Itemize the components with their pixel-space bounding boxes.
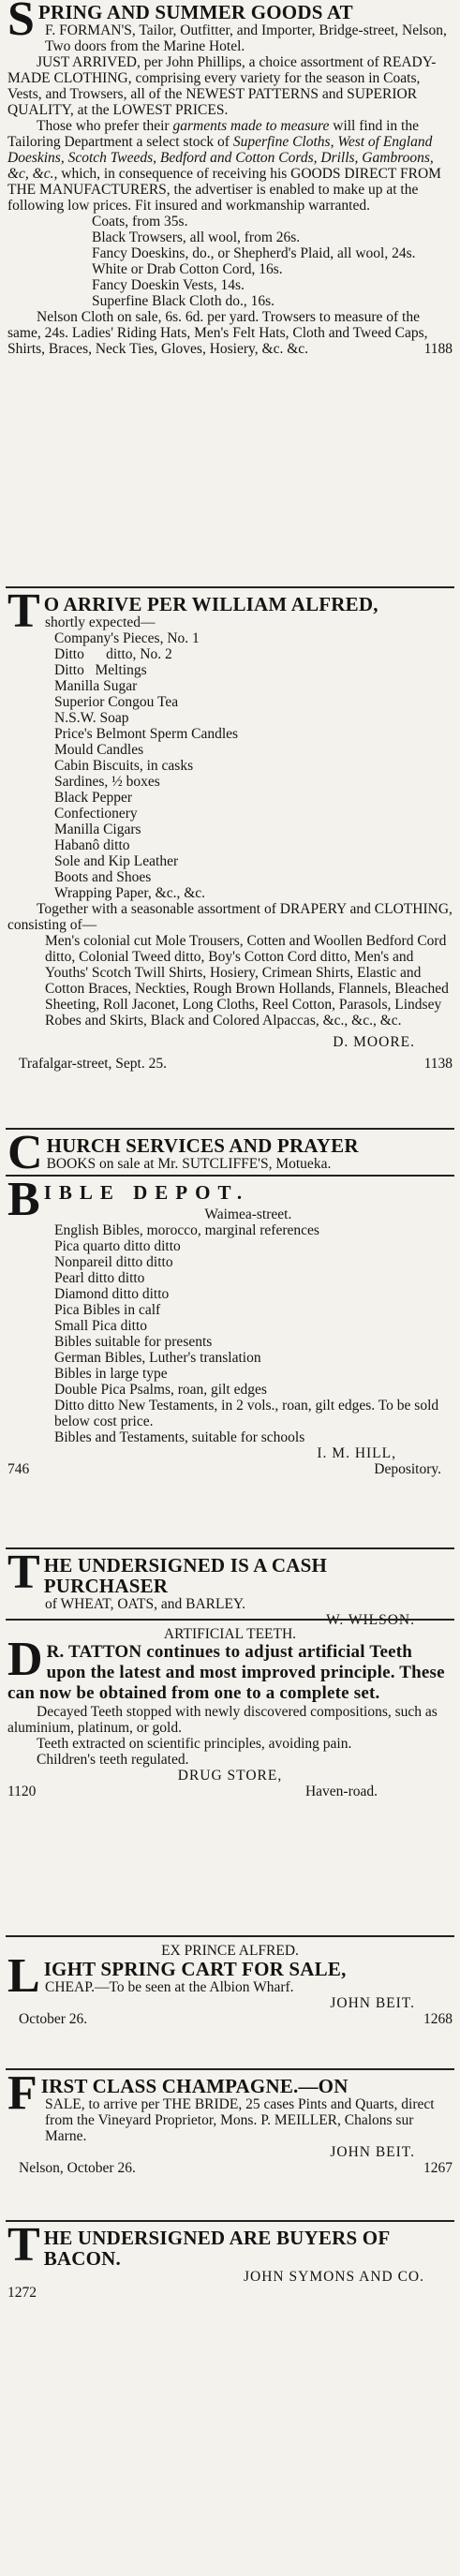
- ad-street: Waimea-street.: [204, 1207, 292, 1222]
- list-item: Pica quarto ditto ditto: [54, 1238, 181, 1254]
- ad-paragraph: Men's colonial cut Mole Trousers, Cotten and Woollen Bedford Cord ditto, Colonial Tweed ditto, Boy's Cotton Cord ditto, Men's and Youths' Scotch Twill Shirts, Hosiery, Crimean Shirts, Elastic and Cotton Braces, Neckties, Rough Brown Hollands, Flannels, Bleached Sheeting, Roll Jaconet, Long Cloths, Reel Cotton, Parasols, Lindsey Robes and Skirts, Black and Colored Alpaccas, &c., &c., &c.: [45, 933, 449, 1029]
- ad-date: Nelson, October 26.: [19, 2160, 136, 2176]
- ad-paragraph: SALE, to arrive per THE BRIDE, 25 cases Pints and Quarts, direct from the Vineyard Proprietor, Mons. P. MEILLER, Chalons sur Marne.: [45, 2096, 435, 2144]
- ad-label: ARTIFICIAL TEETH.: [163, 1626, 297, 1642]
- list-item: Ditto Meltings: [54, 662, 147, 678]
- list-item: Pearl ditto ditto: [54, 1270, 145, 1286]
- list-item: Wrapping Paper, &c., &c.: [54, 885, 206, 901]
- ad-address: Haven-road.: [304, 1784, 378, 1799]
- ad-headline: IBLE DEPOT.: [43, 1181, 250, 1204]
- drop-cap: D: [7, 1633, 43, 1686]
- list-item: Bibles suitable for presents: [54, 1334, 213, 1350]
- ad-number: 1138: [423, 1056, 453, 1072]
- ad-church-services: [0, 1126, 460, 1179]
- list-item: Fancy Doeskins, do., or Shepherd's Plaid, all wool, 24s.: [92, 245, 416, 261]
- list-item: Cabin Biscuits, in casks: [54, 758, 194, 774]
- ad-headline: PRING AND SUMMER GOODS AT: [37, 1, 353, 23]
- ad-artificial-teeth: [0, 1626, 460, 1799]
- ad-headline: R. TATTON continues to adjust artificial Teeth upon the latest and most improved principle. These can now be obtained from one to a complete set.: [7, 1642, 445, 1703]
- list-item: Boots and Shoes: [54, 869, 152, 885]
- ad-role: Depository.: [374, 1461, 441, 1477]
- list-item: Small Pica ditto: [54, 1318, 148, 1334]
- ad-bible-depot: [0, 1173, 460, 1477]
- list-item: Confectionery: [54, 806, 138, 822]
- ad-headline: O ARRIVE PER WILLIAM ALFRED,: [43, 593, 378, 615]
- ad-william-alfred: [0, 585, 460, 1072]
- list-item: Black Pepper: [54, 790, 133, 806]
- list-item: Pica Bibles in calf: [54, 1302, 161, 1318]
- column-rule: [6, 1619, 454, 1621]
- ad-number: 1272: [7, 2285, 37, 2301]
- ad-headline: HE UNDERSIGNED IS A CASH PURCHASER: [43, 1554, 328, 1597]
- ad-paragraph: Decayed Teeth stopped with newly discovered compositions, such as aluminium, platinum, or gold.: [7, 1704, 438, 1736]
- list-item: White or Drab Cotton Cord, 16s.: [92, 261, 283, 277]
- list-item: Fancy Doeskin Vests, 14s.: [92, 277, 245, 293]
- list-item: Sole and Kip Leather: [54, 853, 179, 869]
- price-list: [7, 214, 453, 309]
- drop-cap: C: [7, 1126, 43, 1179]
- ad-subline: shortly expected—: [45, 614, 156, 630]
- ad-place-date: Trafalgar-street, Sept. 25.: [19, 1056, 167, 1072]
- ad-paragraph: Children's teeth regulated.: [37, 1752, 189, 1768]
- ad-signature: JOHN SYMONS AND CO.: [244, 2269, 424, 2285]
- drop-cap: F: [7, 2066, 37, 2120]
- ad-paragraph: Together with a seasonable assortment of DRAPERY and CLOTHING, consisting of—: [7, 901, 453, 933]
- ad-intro: F. FORMAN'S, Tailor, Outfitter, and Importer, Bridge-street, Nelson, Two doors from the Marine Hotel.: [45, 22, 447, 54]
- list-item: Habanô ditto: [54, 837, 130, 853]
- drop-cap: T: [7, 2218, 40, 2272]
- column-rule: [6, 1935, 454, 1937]
- list-item: German Bibles, Luther's translation: [54, 1350, 261, 1366]
- list-item: English Bibles, morocco, marginal references: [54, 1222, 319, 1238]
- list-item: Price's Belmont Sperm Candles: [54, 726, 239, 742]
- column-rule: [6, 1547, 454, 1549]
- ad-number: 1267: [423, 2160, 453, 2176]
- drop-cap: T: [7, 1546, 40, 1599]
- goods-list: [7, 630, 453, 901]
- ad-number: 1120: [7, 1784, 37, 1799]
- ad-subline: BOOKS on sale at Mr. SUTCLIFFE'S, Motueka.: [46, 1156, 332, 1172]
- list-item: Ditto ditto New Testaments, in 2 vols., roan, gilt edges. To be sold below cost price.: [54, 1398, 439, 1429]
- drop-cap: L: [7, 1949, 40, 2003]
- bible-list: [7, 1222, 453, 1445]
- list-item: Superfine Black Cloth do., 16s.: [92, 293, 275, 309]
- ad-number: 746: [7, 1461, 30, 1477]
- ad-bacon-buyers: [0, 2218, 460, 2301]
- list-item: Ditto ditto, No. 2: [54, 646, 172, 662]
- drop-cap: S: [7, 0, 35, 46]
- ad-store: DRUG STORE,: [177, 1768, 283, 1784]
- ad-number: 1268: [423, 2011, 453, 2027]
- list-item: Company's Pieces, No. 1: [54, 630, 200, 646]
- list-item: Bibles in large type: [54, 1366, 168, 1382]
- ad-paragraph: JUST ARRIVED, per John Phillips, a choice assortment of READY-MADE CLOTHING, comprising every variety for the season in Coats, Vests, and Trowsers, all of the NEWEST PATTERNS and SUPERIOR QUALITY, at the LOWEST PRICES.: [7, 54, 437, 118]
- ad-headline: IGHT SPRING CART FOR SALE,: [43, 1958, 347, 1980]
- ad-date: October 26.: [19, 2011, 88, 2027]
- ad-champagne: [0, 2066, 460, 2176]
- ad-signature: W. WILSON.: [326, 1612, 415, 1628]
- ad-forman-spring-goods: [0, 2, 460, 357]
- ad-spring-cart: [0, 1943, 460, 2027]
- column-rule: [6, 586, 454, 588]
- ad-paragraph: Nelson Cloth on sale, 6s. 6d. per yard. Trowsers to measure of the same, 24s. Ladies' Riding Hats, Men's Felt Hats, Cloth and Tweed Caps, Shirts, Braces, Neck Ties, Gloves, Hosiery, &c. &c. 1188: [7, 309, 453, 357]
- column-rule: [6, 1128, 454, 1130]
- drop-cap: B: [7, 1173, 40, 1226]
- list-item: Sardines, ½ boxes: [54, 774, 160, 790]
- list-item: Nonpareil ditto ditto: [54, 1254, 173, 1270]
- column-rule: [6, 2220, 454, 2222]
- list-item: Bibles and Testaments, suitable for schools: [54, 1429, 305, 1445]
- ad-forman-body: [0, 2, 460, 357]
- ad-paragraph: Those who prefer their garments made to measure will find in the Tailoring Department a select stock of Superfine Cloths, West of England Doeskins, Scotch Tweeds, Bedford and Cotton Cords, Drills, Gambroons, &c, &c., which, in consequence of receiving his GOODS DIRECT FROM THE MANUFACTURERS, the advertiser is enabled to make up at the following low prices. Fit insured and workmanship warranted.: [7, 118, 441, 214]
- ad-headline: HURCH SERVICES AND PRAYER: [46, 1134, 359, 1157]
- ad-headline: IRST CLASS CHAMPAGNE.—ON: [40, 2075, 349, 2097]
- list-item: Manilla Sugar: [54, 678, 138, 694]
- ad-signature: I. M. HILL,: [317, 1445, 396, 1461]
- column-rule: [6, 2068, 454, 2070]
- ad-wilson-cash-purchaser: [0, 1546, 460, 1628]
- ad-subline: of WHEAT, OATS, and BARLEY.: [45, 1596, 245, 1612]
- ad-signature: D. MOORE.: [333, 1034, 415, 1050]
- drop-cap: T: [7, 585, 40, 638]
- list-item: Manilla Cigars: [54, 822, 141, 837]
- list-item: N.S.W. Soap: [54, 710, 129, 726]
- ad-subline: CHEAP.—To be seen at the Albion Wharf.: [45, 1979, 294, 1995]
- ad-headline: HE UNDERSIGNED ARE BUYERS OF BACON.: [43, 2227, 390, 2270]
- ad-signature: JOHN BEIT.: [330, 1995, 415, 2011]
- list-item: Black Trowsers, all wool, from 26s.: [92, 229, 301, 245]
- ad-signature: JOHN BEIT.: [330, 2144, 415, 2160]
- list-item: Superior Congou Tea: [54, 694, 179, 710]
- list-item: Mould Candles: [54, 742, 144, 758]
- list-item: Diamond ditto ditto: [54, 1286, 170, 1302]
- column-rule: [6, 1175, 454, 1177]
- list-item: Coats, from 35s.: [92, 214, 188, 229]
- ad-label: EX PRINCE ALFRED.: [161, 1943, 299, 1959]
- ad-paragraph: Teeth extracted on scientific principles, avoiding pain.: [37, 1736, 352, 1752]
- ad-number: 1188: [423, 341, 453, 357]
- list-item: Double Pica Psalms, roan, gilt edges: [54, 1382, 267, 1398]
